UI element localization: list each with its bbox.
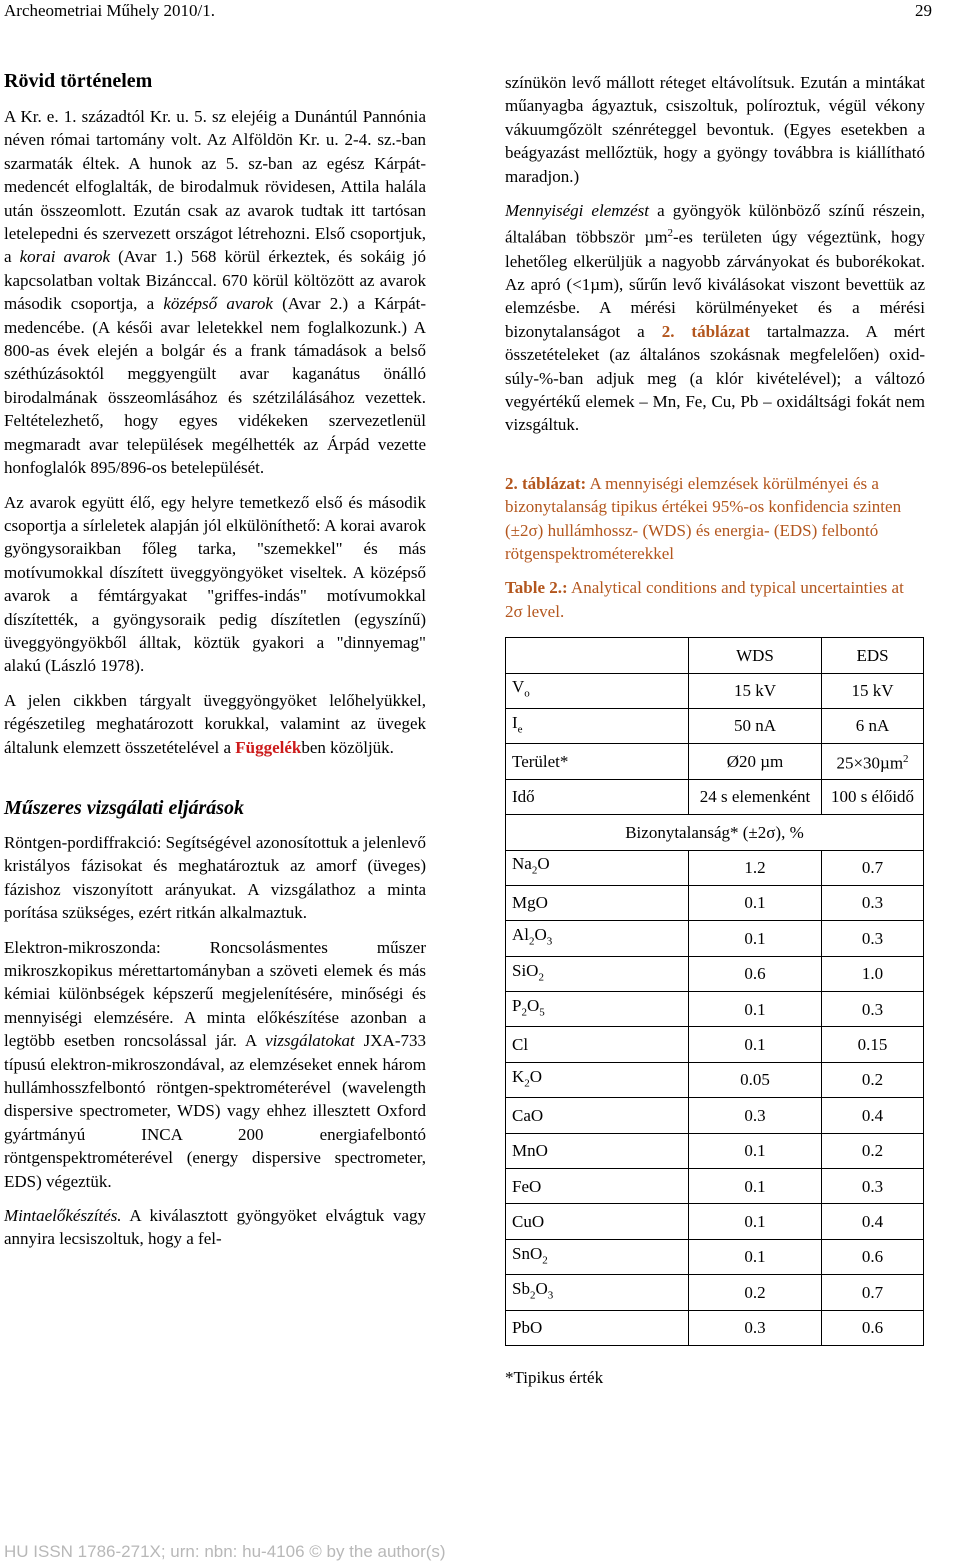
wds-value: 0.2: [689, 1275, 822, 1310]
appendix-link[interactable]: Függelék: [235, 737, 302, 757]
eds-value: 0.3: [822, 885, 924, 920]
condition-label-text: Terület*: [512, 751, 569, 771]
quant-heading: Mennyiségi elemzést: [505, 201, 650, 221]
formula-text: Na: [512, 854, 532, 874]
oxide-formula: [506, 1204, 689, 1239]
table-row: [506, 850, 924, 885]
subscript: 2: [524, 1077, 530, 1090]
formula-text: O: [537, 854, 550, 874]
eds-value: 0.3: [822, 992, 924, 1027]
formula-text: O: [534, 925, 547, 945]
table-row: [506, 1275, 924, 1310]
subscript: 2: [521, 1006, 527, 1019]
text-run: A Kr. e. 1. századtól Kr. u. 5. sz elejéig a Dunántúl Pannónia néven római tartomány volt. Az Alföldön Kr. u. 2-4. sz.-ban szarmaták éltek. A hunok az 5. sz-ban az egész Kárpát-medencét elfoglalták, de birodalmuk rövidesen, Attila halála után összeomlott. Ezután csak az avarok tudtak itt tartósan letelepedni és szervezett országot létrehozni. Első csoportjuk, a: [4, 107, 426, 267]
oxide-formula: [506, 885, 689, 920]
eds-value: [822, 673, 924, 708]
table-row: [506, 1062, 924, 1097]
section-title-methods: Műszeres vizsgálati eljárások: [4, 796, 245, 819]
subscript: 3: [547, 1289, 554, 1302]
table-footnote: *Tipikus érték: [505, 1368, 604, 1387]
epma-paragraph: [4, 936, 426, 1193]
eds-value: 0.7: [822, 1275, 924, 1310]
eds-value: 0.6: [822, 1310, 924, 1345]
subscript: 2: [529, 1289, 536, 1302]
formula-text: O: [535, 1279, 548, 1299]
subscript: 2: [538, 970, 544, 983]
wds-value: 15 kV: [689, 673, 822, 708]
term-early-avars: korai avarok: [19, 247, 111, 267]
table-row: [506, 744, 924, 779]
wds-value: 0.1: [689, 992, 822, 1027]
wds-value: 24 s elemenként: [689, 779, 822, 814]
eds-value: 0.3: [822, 1169, 924, 1204]
table-row: [506, 1204, 924, 1239]
formula-text: CaO: [512, 1105, 544, 1125]
column-header-eds: EDS: [822, 638, 924, 673]
eds-value: 1.0: [822, 956, 924, 991]
eds-value: [822, 744, 924, 779]
formula-text: Sb: [512, 1279, 530, 1299]
wds-value: 0.3: [689, 1098, 822, 1133]
formula-text: K: [512, 1066, 525, 1086]
page-header: [4, 0, 932, 22]
table-row: [506, 673, 924, 708]
text-run: a gyöngyök különböző színű részein, általában többször µm: [505, 201, 925, 248]
text-run: Elektron-mikroszonda: Roncsolásmentes műszer mikroszkopikus mérettartományban a szöveti elemek és más kémiai különbségek képszerű megjelenítésére, minőségi és mennyiségi elemzésére. A minta előkészítése azonban a legtöbb esetben roncsolással jár. A: [4, 937, 426, 1051]
condition-label: [506, 673, 689, 708]
formula-text: Al: [512, 925, 529, 945]
caption-label: Table 2.:: [505, 578, 568, 598]
wds-value: 50 nA: [689, 708, 822, 743]
wds-value: 0.1: [689, 1133, 822, 1168]
formula-text: O: [526, 995, 540, 1015]
table-row: [506, 992, 924, 1027]
table-row: [506, 921, 924, 956]
wds-value: 0.1: [689, 1027, 822, 1062]
eds-value: [822, 779, 924, 814]
text-run: tartalmazza. A mért összetételeket (az általános szokásnak megfelelően) oxid-súly-%-ban adjuk meg (a klór kivételével); a változó vegyértékű elemek – Mn, Fe, Cu, Pb – oxidáltsági fokát nem vizsgáltuk.: [505, 321, 925, 435]
formula-text: O: [529, 1066, 543, 1086]
oxide-formula: [506, 1310, 689, 1345]
table-row: [506, 1098, 924, 1133]
condition-label: [506, 708, 689, 743]
formula-text: MgO: [512, 893, 548, 913]
eds-value-text: 6 nA: [855, 716, 890, 736]
condition-label-text: I: [512, 712, 518, 732]
page-number: 29: [915, 1, 932, 20]
eds-value: 0.7: [822, 850, 924, 885]
eds-value: 0.2: [822, 1062, 924, 1097]
left-column: [4, 68, 426, 1251]
wds-value: 0.1: [689, 885, 822, 920]
prep-paragraph-continued: színükön levő mállott réteget eltávolítsuk. Ezután a mintákat műanyagba ágyaztuk, csiszoltuk, políroztuk, végül vékony vákuumgőzölt szénréteggel bevontuk. (Egyes esetekben a beágyazást mellőztük, hogy a gyöngy továbbra is kiállítható maradjon.): [505, 73, 925, 186]
section-title-history: Rövid történelem: [4, 70, 153, 92]
wds-value: 1.2: [689, 850, 822, 885]
subscript: 2: [531, 864, 538, 877]
history-paragraph-2: Az avarok együtt élő, egy helyre temetkező első és második csoportja a sírleletek alapján jól elkülöníthető: A korai avarok gyöngysoraikban főleg tarka, "szemekkel" és más motívumokkal díszített üveggyöngyöket viseltek. A középső avarok a fémtárgyakat "griffes-indás" motívumokkal díszítették, a gyöngysoraik pedig díszítetlen (egyszínű) üveggyöngyökből álltak, köztük gyakori a "dinnyemag" alakú (László 1978).: [4, 492, 426, 676]
subscript: 3: [546, 935, 553, 948]
subscript: 2: [542, 1254, 548, 1267]
caption-label: 2. táblázat:: [505, 473, 587, 493]
analytical-conditions-table: [505, 637, 924, 1346]
uncertainty-header: Bizonytalanság* (±2σ), %: [506, 815, 924, 850]
formula-text: FeO: [512, 1176, 542, 1196]
oxide-formula: [506, 1062, 689, 1097]
table-row: [506, 1133, 924, 1168]
wds-value: Ø20 µm: [689, 744, 822, 779]
wds-value: 0.1: [689, 1239, 822, 1274]
table-caption-en: [505, 576, 925, 623]
table-2-reference[interactable]: 2. táblázat: [661, 321, 750, 341]
text-run-italic: vizsgálatokat: [265, 1031, 355, 1051]
eds-value: [822, 708, 924, 743]
quant-paragraph: [505, 199, 925, 437]
table-row: [506, 1027, 924, 1062]
wds-value: 0.05: [689, 1062, 822, 1097]
eds-value: 0.6: [822, 1239, 924, 1274]
oxide-formula: [506, 1169, 689, 1204]
condition-label: [506, 779, 689, 814]
condition-label-text: V: [512, 677, 525, 697]
text-run: -es területen úgy végeztünk, hogy lehetőleg elkerüljük a nagyobb zárványokat és buborékokat. Az apró (<1µm), sűrűn levő kiválásokat viszont bevettük az elemzésbe. A mérési körülményeket és a mérési bizonytalanságot a: [505, 228, 925, 341]
eds-value: 0.15: [822, 1027, 924, 1062]
text-run: A kiválasztott gyöngyöket elvágtuk vagy annyira lecsiszoltuk, hogy a fel-: [4, 1206, 426, 1249]
wds-value: 0.1: [689, 1169, 822, 1204]
condition-label-text: Idő: [512, 787, 535, 807]
superscript: 2: [667, 227, 673, 240]
uncertainty-header-row: [506, 815, 924, 850]
formula-text: Cl: [512, 1034, 529, 1054]
table-row: [506, 885, 924, 920]
table-row: [506, 1310, 924, 1345]
eds-value-text: 25×30µm: [836, 753, 904, 773]
wds-value: 0.6: [689, 956, 822, 991]
caption-text: Analytical conditions and typical uncertainties at 2σ level.: [505, 578, 904, 621]
subscript: e: [517, 723, 523, 736]
formula-text: SnO: [512, 1243, 543, 1263]
page-footer: HU ISSN 1786-271X; urn: nbn: hu-4106 © by the author(s): [4, 1542, 446, 1561]
formula-text: MnO: [512, 1141, 548, 1161]
table-row: [506, 779, 924, 814]
table-caption-hu: [505, 472, 925, 566]
oxide-formula: [506, 1098, 689, 1133]
oxide-formula: [506, 992, 689, 1027]
eds-value: 0.2: [822, 1133, 924, 1168]
table-row: [506, 708, 924, 743]
oxide-formula: [506, 1239, 689, 1274]
journal-title: Archeometriai Műhely 2010/1.: [4, 1, 216, 20]
formula-text: CuO: [512, 1211, 545, 1231]
oxide-formula: [506, 1133, 689, 1168]
table-cell-empty: [506, 638, 689, 673]
wds-value: 0.3: [689, 1310, 822, 1345]
table-row: [506, 1239, 924, 1274]
oxide-formula: [506, 1275, 689, 1310]
table-row: [506, 1169, 924, 1204]
condition-label: [506, 744, 689, 779]
text-run: ben közöljük.: [301, 737, 394, 757]
eds-value: 0.4: [822, 1204, 924, 1239]
wds-value: 0.1: [689, 921, 822, 956]
subscript: 5: [539, 1006, 545, 1019]
eds-value: 0.4: [822, 1098, 924, 1133]
oxide-formula: [506, 1027, 689, 1062]
text-run: (Avar 2.) a Kárpát-medencébe. (A késői avar leletekkel nem foglalkozunk.) A 800-as évek elején a bolgár és a frank támadások a belső széthúzásoktól meggyengült avar kaganátus önálló birodalmának összeomlásához és szétzilálásához vezettek. Feltételezhető, hogy egyes vidékeken szervezetlenül megmaradt avar települések megélhették az Árpád vezette honfoglalók 895/896-os betelepülését.: [4, 294, 426, 478]
xrd-paragraph: Röntgen-pordiffrakció: Segítségével azonosítottuk a jelenlevő kristályos fázisokat és meghatároztuk az amorf (üveges) fázishoz viszonyított arányukat. A vizsgálathoz a minta porítása szükséges, ezért ritkán alkalmaztuk.: [4, 832, 426, 923]
formula-text: SiO: [512, 960, 539, 980]
subscript: 2: [529, 935, 535, 948]
superscript: 2: [903, 753, 909, 766]
text-run: JXA-733 típusú elektron-mikroszondával, az elemzéseket ennek három hullámhosszfelbontó röntgen-spektrométerével (wavelength dispersive spectrometer, WDS) vagy ehhez illesztett Oxford gyártmányú INCA 200 energiafelbontó röntgenspektrométerével (energy dispersive spectrometer, EDS) végeztük.: [4, 1031, 426, 1191]
table-row: [506, 956, 924, 991]
oxide-formula: [506, 850, 689, 885]
formula-text: P: [512, 995, 522, 1015]
term-middle-avars: középső avarok: [163, 294, 273, 314]
wds-value: 0.1: [689, 1204, 822, 1239]
text-run: A jelen cikkben tárgyalt üveggyöngyöket lelőhelyükkel, régészetileg meghatározott korukkal, valamint az üvegek általunk elemzett összetételével a: [4, 690, 426, 757]
prep-heading: Mintaelőkészítés.: [4, 1206, 122, 1226]
formula-text: PbO: [512, 1318, 543, 1338]
oxide-formula: [506, 921, 689, 956]
column-header-wds: WDS: [689, 638, 822, 673]
eds-value-text: 15 kV: [851, 681, 894, 701]
text-run: (Avar 1.) 568 körül érkeztek, és sokáig jó kapcsolatban voltak Bizánccal. 670 körül költözött az avarok második csoportja, a: [4, 247, 427, 314]
eds-value-text: 100 s élőidő: [830, 787, 915, 807]
subscript: o: [524, 687, 530, 700]
table-header-row: [506, 638, 924, 673]
right-column: [505, 71, 925, 1389]
eds-value: 0.3: [822, 921, 924, 956]
oxide-formula: [506, 956, 689, 991]
history-paragraph-1: [4, 105, 426, 480]
prep-paragraph-start: [4, 1204, 426, 1251]
caption-text: A mennyiségi elemzések körülményei és a bizonytalanság tipikus értékei 95%-os konfidencia szinten (±2σ) hullámhossz- (WDS) és energia- (EDS) felbontó rötgenspektrométerekkel: [505, 473, 902, 563]
history-paragraph-3: [4, 689, 426, 759]
